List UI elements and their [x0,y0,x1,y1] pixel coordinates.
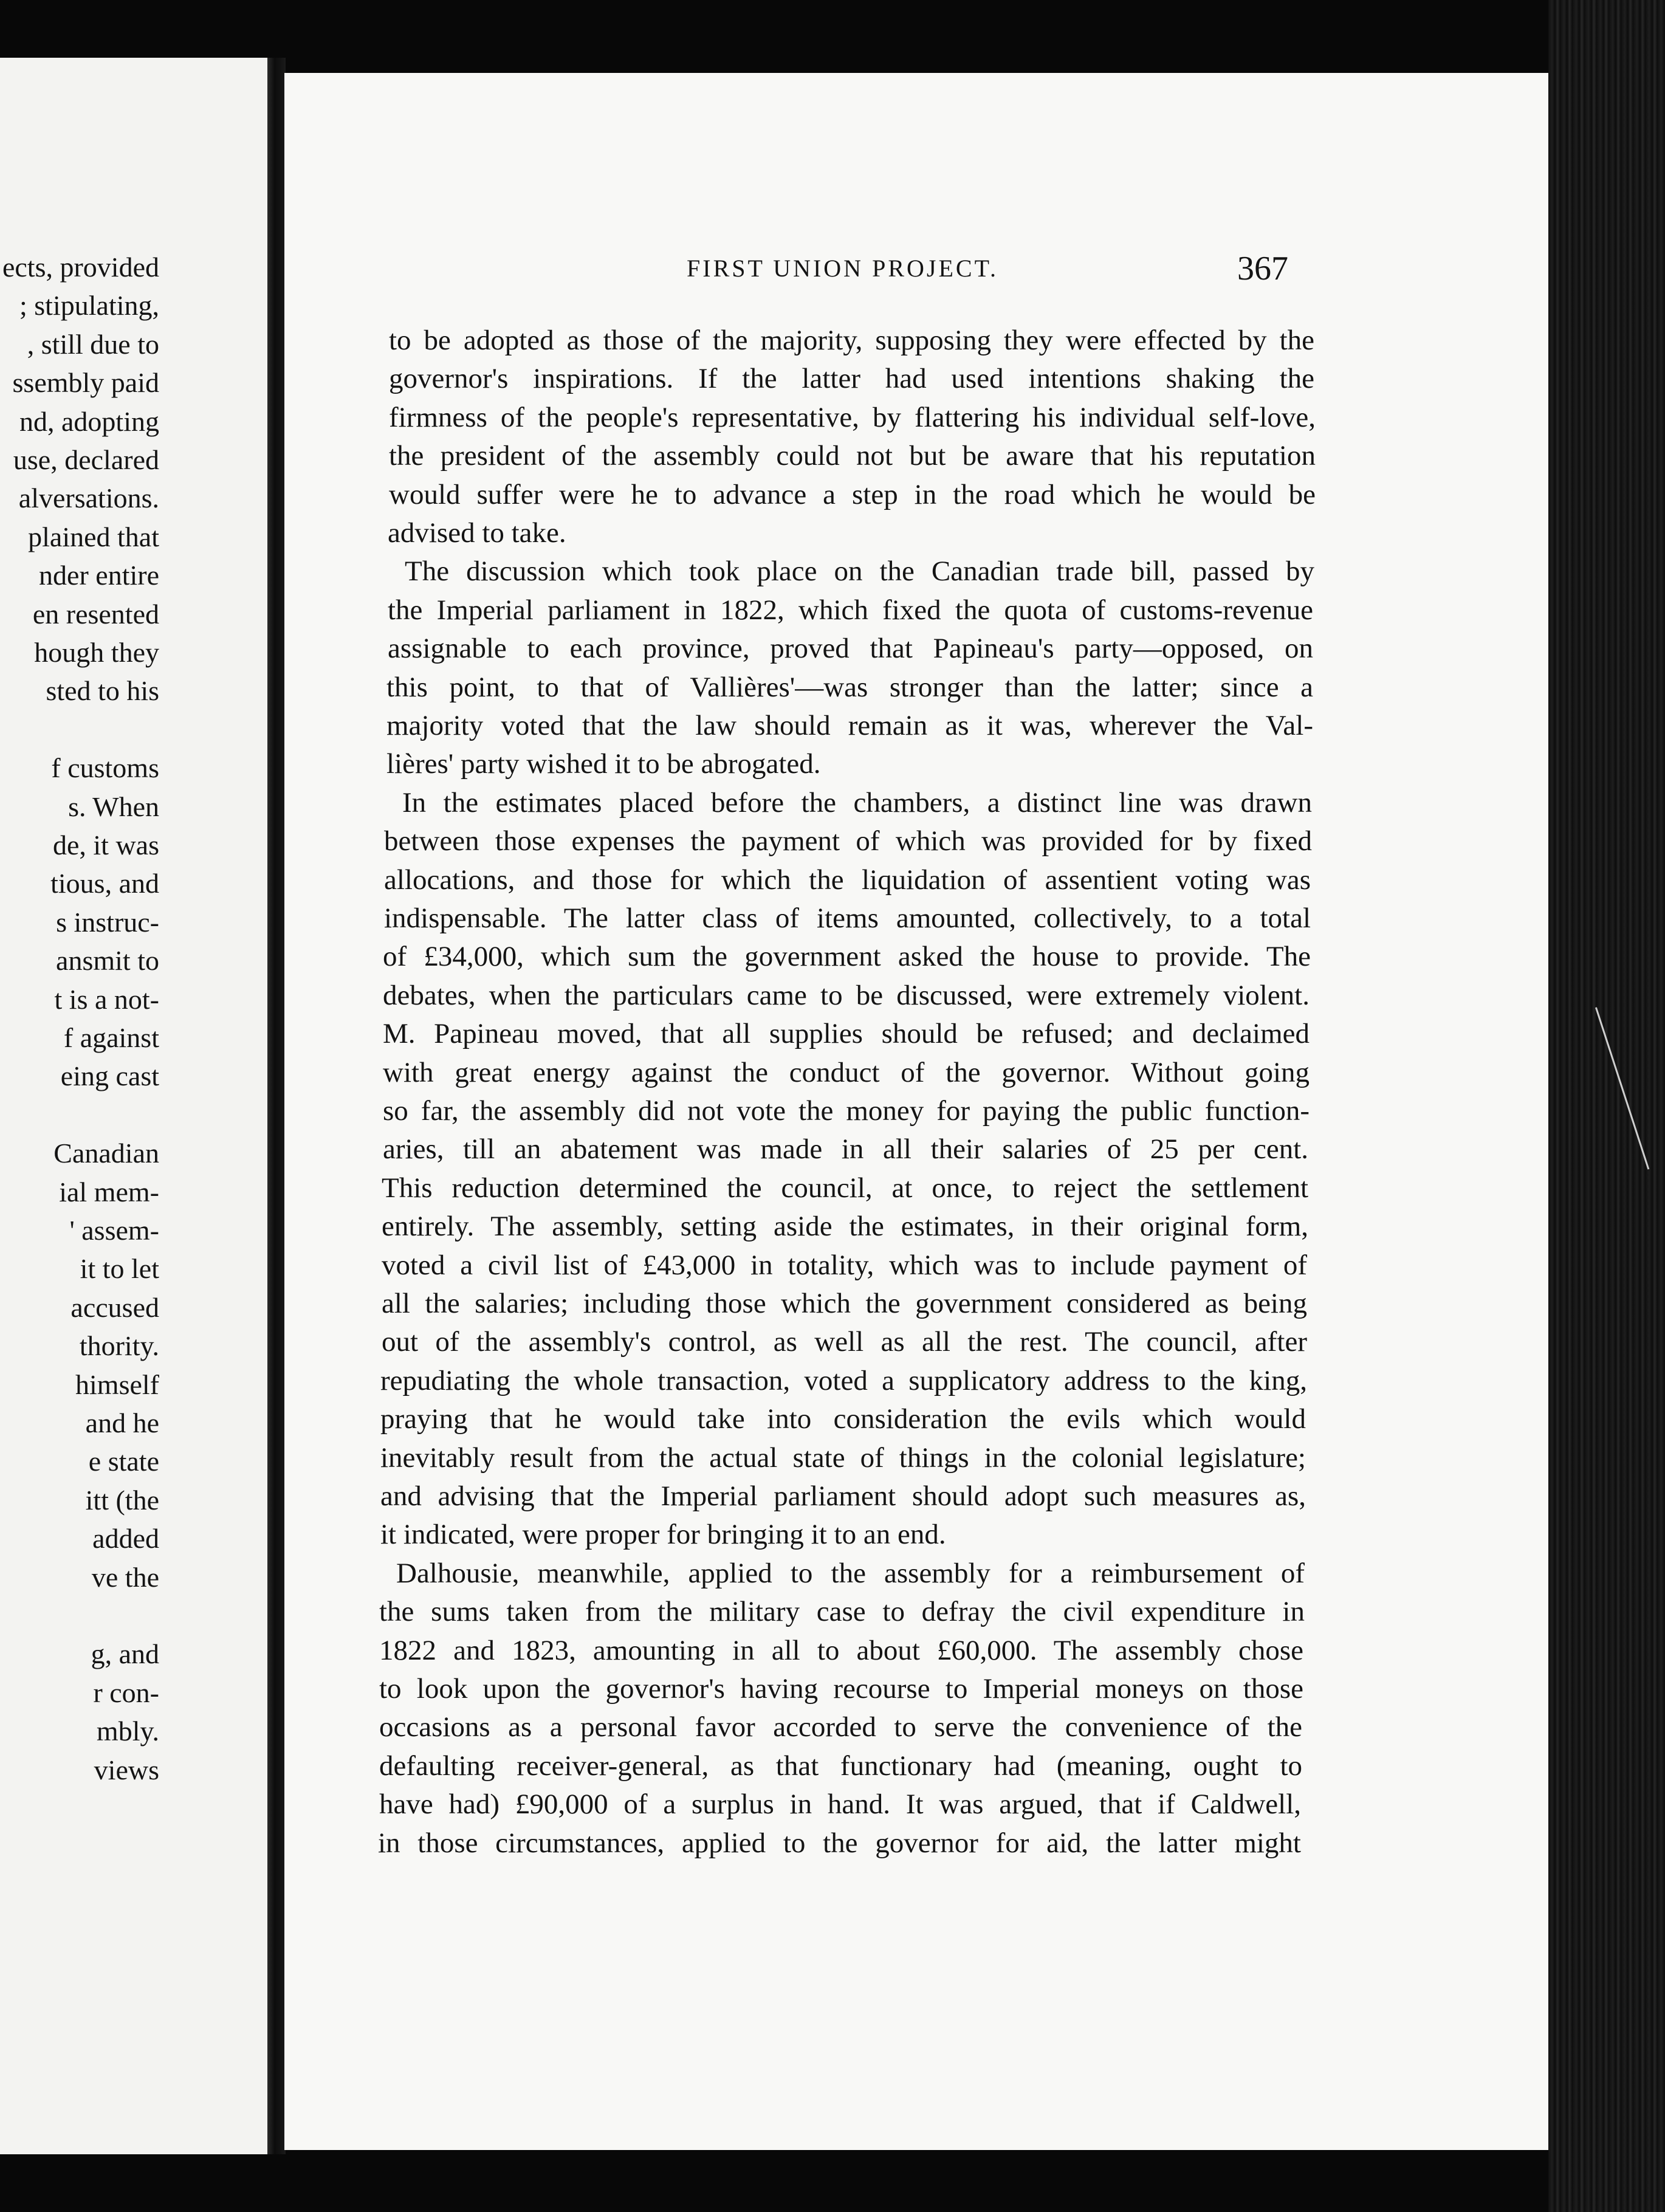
body-line: inevitably result from the actual state of things in the colonial legislature; [380,1441,1306,1474]
previous-page-line: t is a not- [54,983,159,1015]
scan-artifact-line [1595,1006,1653,1169]
body-line: M. Papineau moved, that all supplies should be refused; and declaimed [383,1018,1310,1050]
previous-page-line: it to let [80,1253,159,1285]
previous-page-line: plained that [28,521,159,552]
body-line: to look upon the governor's having recourse to Imperial moneys on those [379,1673,1303,1705]
body-line: governor's inspirations. If the latter had used intentions shaking the [389,363,1314,395]
previous-page-line: de, it was [52,829,159,860]
body-line: advised to take. [388,517,566,549]
body-line: would suffer were he to advance a step in the road which he would be [389,478,1316,510]
body-line: allocations, and those for which the liquidation of assentient voting was [384,864,1311,896]
previous-page-line: nder entire [39,560,159,591]
body-line: the president of the assembly could not but be aware that his reputation [389,440,1316,472]
previous-page-line: e state [88,1446,159,1477]
previous-page-line: ve the [91,1561,159,1593]
body-line: all the salaries; including those which the government considered as being [382,1288,1307,1319]
body-line: aries, till an abatement was made in all their salaries of 25 per cent. [383,1133,1308,1166]
previous-page-line: views [94,1754,159,1785]
body-line: assignable to each province, proved that Papineau's party—opposed, on [388,633,1313,665]
previous-page-line: ; stipulating, [19,290,159,321]
previous-page-line: f against [63,1022,159,1053]
previous-page-line: mbly. [96,1716,159,1747]
body-line: this point, to that of Vallières'—was stronger than the latter; since a [386,671,1313,703]
previous-page-line: ssembly paid [12,367,159,399]
body-line: voted a civil list of £43,000 in totality, which was to include payment of [382,1249,1307,1281]
previous-page-line: alversations. [18,483,159,514]
body-line: praying that he would take into consideration the evils which would [380,1403,1306,1435]
previous-page-fragment [0,58,267,2154]
previous-page-line: himself [75,1369,159,1400]
scan-bottom-border [0,2148,1665,2212]
previous-page-line: f customs [51,752,159,784]
body-line: the sums taken from the military case to defray the civil expenditure in [379,1596,1305,1628]
body-line: with great energy against the conduct of the governor. Without going [383,1056,1310,1088]
page-367 [284,73,1548,2150]
body-line: In the estimates placed before the chambers, a distinct line was drawn [402,786,1312,819]
body-line: majority voted that the law should remain as it was, wherever the Val- [386,710,1313,741]
body-line: so far, the assembly did not vote the money for paying the public function- [383,1095,1310,1127]
body-line: occasions as a personal favor accorded to serve the convenience of the [379,1711,1302,1743]
previous-page-line: hough they [34,637,159,668]
body-line: between those expenses the payment of which was provided for by fixed [384,825,1312,857]
previous-page-line: r con- [93,1677,159,1708]
body-line: indispensable. The latter class of items amounted, collectively, to a total [384,902,1311,934]
body-line: to be adopted as those of the majority, supposing they were effected by the [389,325,1314,356]
previous-page-line: en resented [32,598,159,630]
body-line: This reduction determined the council, at once, to reject the settlement [382,1172,1308,1204]
previous-page-line: ' assem- [69,1215,159,1246]
previous-page-line: Canadian [53,1138,159,1169]
book-page-edges [1548,0,1665,2212]
previous-page-line: added [92,1523,159,1554]
previous-page-line: use, declared [13,444,159,475]
body-line: debates, when the particulars came to be discussed, were extremely violent. [383,979,1310,1011]
body-line: firmness of the people's representative, by flattering his individual self-love, [389,401,1316,433]
body-line: and advising that the Imperial parliament should adopt such measures as, [380,1480,1306,1512]
body-text [284,73,1548,2150]
body-line: have had) £90,000 of a surplus in hand. It was argued, that if Caldwell, [379,1788,1301,1821]
body-line: lières' party wished it to be abrogated. [386,748,821,780]
previous-page-line: nd, adopting [19,405,159,437]
body-line: of £34,000, which sum the government asked the house to provide. The [383,941,1311,973]
previous-page-line: eing cast [60,1060,159,1092]
body-line: defaulting receiver-general, as that functionary had (meaning, ought to [379,1750,1302,1782]
previous-page-line: and he [85,1407,159,1438]
running-head-title: FIRST UNION PROJECT. [687,255,999,282]
body-line: it indicated, were proper for bringing it to an end. [380,1519,946,1551]
previous-page-line: thority. [79,1330,159,1362]
previous-page-line: sted to his [46,675,159,707]
body-line: entirely. The assembly, setting aside the estimates, in their original form, [382,1211,1308,1243]
body-line: repudiating the whole transaction, voted a supplicatory address to the king, [380,1364,1307,1396]
previous-page-line: ansmit to [56,945,159,977]
body-line: Dalhousie, meanwhile, applied to the assembly for a reimbursement of [396,1557,1305,1589]
book-gutter [267,58,286,2154]
body-line: The discussion which took place on the Canadian trade bill, passed by [405,555,1314,588]
previous-page-line: accused [70,1291,159,1323]
previous-page-line: s instruc- [56,906,159,938]
body-line: in those circumstances, applied to the governor for aid, the latter might [378,1827,1301,1859]
previous-page-line: itt (the [85,1484,159,1516]
previous-page-line: tious, and [50,868,159,899]
body-line: out of the assembly's control, as well as all the rest. The council, after [382,1326,1307,1358]
body-line: 1822 and 1823, amounting in all to about £60,000. The assembly chose [379,1634,1303,1666]
previous-page-line: s. When [68,791,159,822]
previous-page-line: ial mem- [59,1176,159,1207]
body-line: the Imperial parliament in 1822, which fixed the quota of customs-revenue [388,594,1313,626]
previous-page-line: , still due to [27,328,159,360]
previous-page-line: ects, provided [2,252,159,283]
previous-page-line: g, and [91,1638,159,1670]
page-number: 367 [1237,250,1288,287]
